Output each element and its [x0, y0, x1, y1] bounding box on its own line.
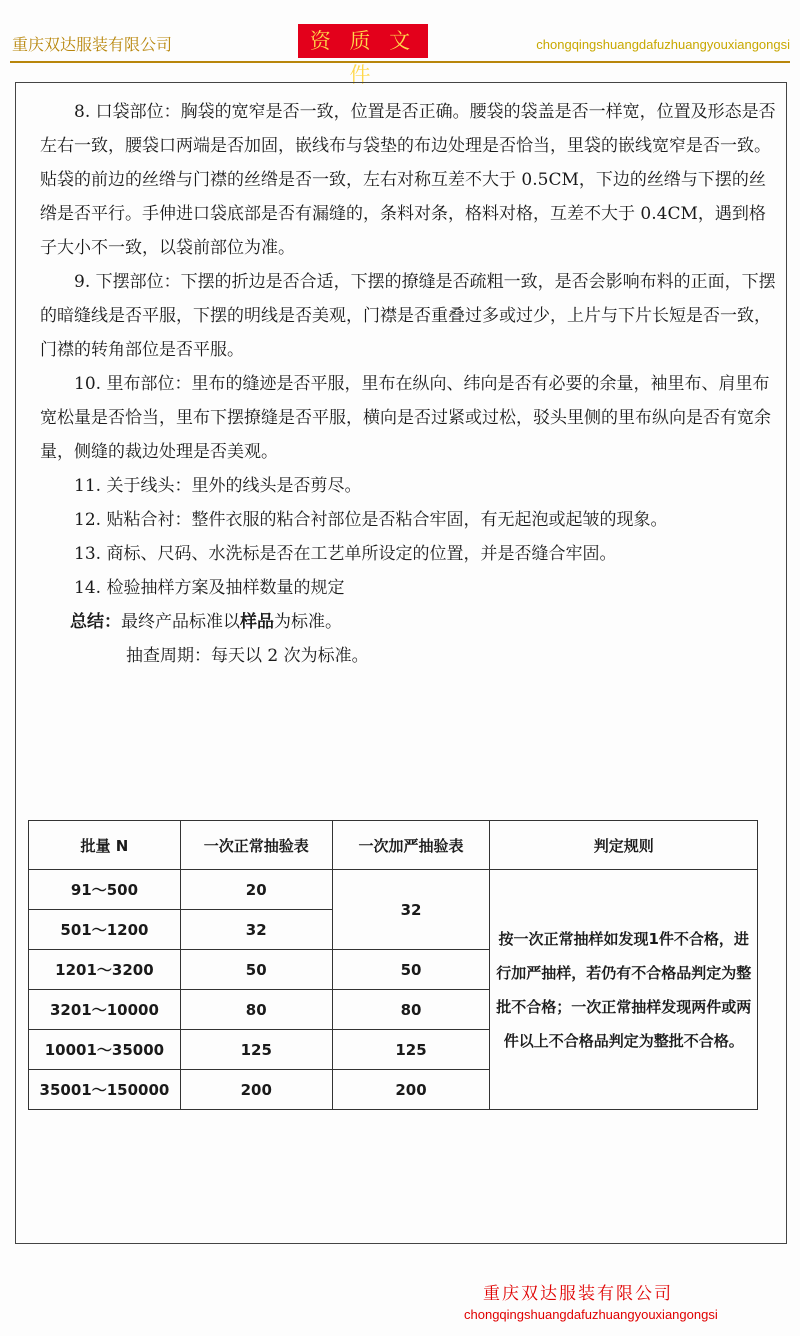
header-banner: 资 质 文 件: [298, 24, 428, 58]
cell-normal: 80: [180, 990, 332, 1030]
header-company-pinyin: chongqingshuangdafuzhuangyouxiangongsi: [536, 37, 790, 52]
header-tightened: 一次加严抽验表: [332, 821, 490, 870]
cell-normal: 20: [180, 870, 332, 910]
sampling-table: [28, 820, 758, 1110]
cell-lot: 501～1200: [29, 910, 181, 950]
header-lot-size: 批量 N: [29, 821, 181, 870]
cell-rule: 按一次正常抽样如发现1件不合格，进行加严抽样，若仍有不合格品判定为整批不合格；一次正常抽样发现两件或两件以上不合格品判定为整批不合格。: [490, 870, 758, 1110]
summary-line: [70, 605, 780, 639]
summary-label: 总结：: [70, 612, 121, 632]
item-14-sampling: 14. 检验抽样方案及抽样数量的规定: [74, 578, 345, 598]
cell-lot: 91～500: [29, 870, 181, 910]
item-9-hem: 9. 下摆部位：下摆的折边是否合适，下摆的撩缝是否疏粗一致，是否会影响布料的正面，下摆的暗缝线是否平服，下摆的明线是否美观，门襟是否重叠过多或过少，上片与下片长短是否一致，门襟的转角部位是否平服。: [40, 272, 776, 360]
cell-normal: 200: [180, 1070, 332, 1110]
summary-text-c: 为标准。: [274, 612, 342, 632]
summary-sample: 样品: [240, 612, 274, 632]
item-8-pockets: 8. 口袋部位：胸袋的宽窄是否一致，位置是否正确。腰袋的袋盖是否一样宽，位置及形态是否左右一致，腰袋口两端是否加固，嵌线布与袋垫的布边处理是否恰当，里袋的嵌线宽窄是否一致。贴袋的前边的丝绺与门襟的丝绺是否一致，左右对称互差不大于 0.5CM，下边的丝绺与下摆的丝绺是否平行。手伸进口袋底部是否有漏缝的，条料对条，格料对格，互差不大于 0.4CM，遇到格子大小不一致，以袋前部位为准。: [40, 102, 776, 258]
item-10-lining: 10. 里布部位：里布的缝迹是否平服，里布在纵向、纬向是否有必要的余量，袖里布、肩里布宽松量是否恰当，里布下摆撩缝是否平服，横向是否过紧或过松，驳头里侧的里布纵向是否有宽余量，侧缝的裁边处理是否美观。: [40, 374, 771, 462]
table-header-row: [29, 821, 758, 870]
header-normal: 一次正常抽验表: [180, 821, 332, 870]
table-row: [29, 870, 758, 910]
cell-normal: 125: [180, 1030, 332, 1070]
header-company-name: 重庆双达服装有限公司: [12, 35, 173, 54]
cell-lot: 1201～3200: [29, 950, 181, 990]
footer-company-name: 重庆双达服装有限公司: [483, 1284, 673, 1304]
footer-company-pinyin: chongqingshuangdafuzhuangyouxiangongsi: [464, 1307, 718, 1322]
cell-normal: 32: [180, 910, 332, 950]
cell-tightened: 200: [332, 1070, 490, 1110]
item-13-labels: 13. 商标、尺码、水洗标是否在工艺单所设定的位置，并是否缝合牢固。: [74, 544, 617, 564]
item-11-threads: 11. 关于线头：里外的线头是否剪尽。: [74, 476, 362, 496]
header-divider: [10, 61, 790, 63]
header-rule: 判定规则: [490, 821, 758, 870]
cell-lot: 3201～10000: [29, 990, 181, 1030]
item-12-interlining: 12. 贴粘合衬：整件衣服的粘合衬部位是否粘合牢固，有无起泡或起皱的现象。: [74, 510, 668, 530]
inspection-cycle: 抽查周期：每天以 2 次为标准。: [126, 646, 369, 666]
cell-tightened: 80: [332, 990, 490, 1030]
cell-tightened: 50: [332, 950, 490, 990]
cell-lot: 35001～150000: [29, 1070, 181, 1110]
cell-tightened-merged: 32: [332, 870, 490, 950]
page-header: [0, 0, 800, 87]
cell-normal: 50: [180, 950, 332, 990]
cell-lot: 10001～35000: [29, 1030, 181, 1070]
summary-text-a: 最终产品标准以: [121, 612, 240, 632]
document-body: [40, 95, 780, 673]
cell-tightened: 125: [332, 1030, 490, 1070]
